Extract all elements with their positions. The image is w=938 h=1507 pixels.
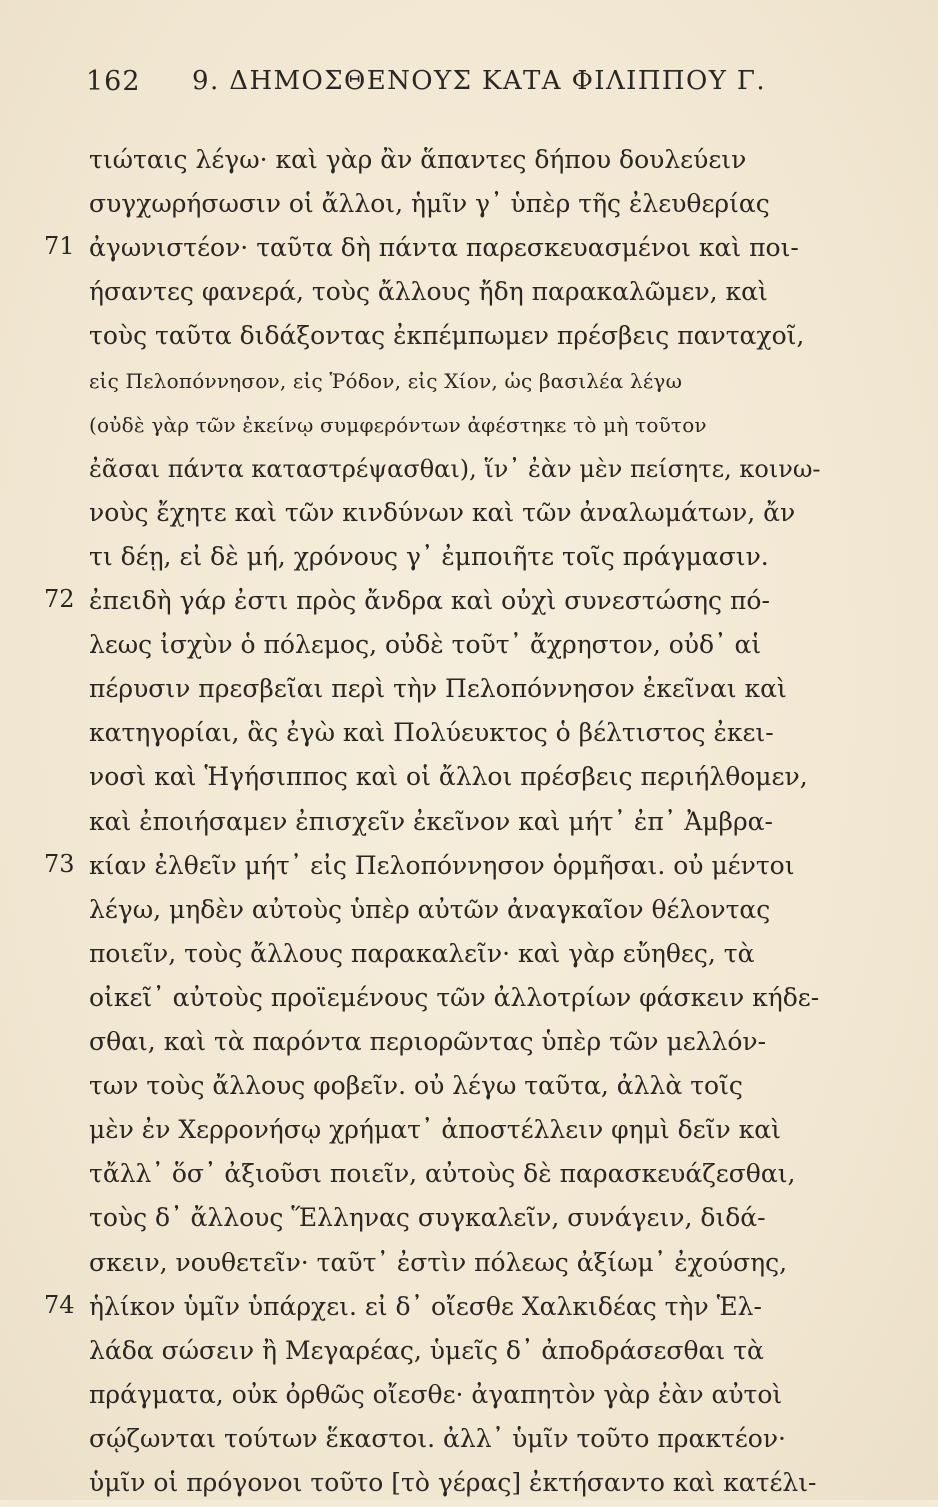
line-text: ἀγωνιστέον· ταῦτα δὴ πάντα παρεσκευασμένοι καὶ ποι- [89, 233, 799, 263]
page-header [86, 62, 846, 102]
text-line [0, 1154, 938, 1198]
line-text: ποιεῖν, τοὺς ἄλλους παρακαλεῖν· καὶ γὰρ εὔηθες, τὰ [89, 938, 755, 968]
text-line [0, 625, 938, 669]
line-text: συγχωρήσωσιν οἱ ἄλλοι, ἡμῖν γ᾽ ὑπὲρ τῆς ἐλευθερίας [89, 189, 770, 219]
text-line [0, 846, 938, 890]
text-line [0, 316, 938, 360]
line-text: σκειν, νουθετεῖν· ταῦτ᾽ ἐστὶν πόλεως ἀξίωμ᾽ ἐχούσης, [89, 1247, 788, 1277]
text-line [0, 1463, 938, 1507]
line-text: των τοὺς ἄλλους φοβεῖν. οὐ λέγω ταῦτα, ἀλλὰ τοῖς [89, 1071, 743, 1101]
line-text: τιώταις λέγω· καὶ γὰρ ἂν ἅπαντες δήπου δουλεύειν [89, 145, 747, 174]
line-text: καὶ ἐποιήσαμεν ἐπισχεῖν ἐκεῖνον καὶ μήτ᾽ ἐπ᾽ Ἀμβρα- [89, 806, 774, 836]
line-text: (οὐδὲ γὰρ τῶν ἐκείνῳ συμφερόντων ἀφέστηκε τὸ μὴ τοῦτον [89, 412, 707, 437]
text-line [0, 1110, 938, 1154]
text-line [0, 228, 938, 272]
text-line [0, 581, 938, 625]
page-number: 162 [86, 66, 141, 97]
text-line [0, 272, 938, 316]
text-line [0, 1198, 938, 1242]
section-number: 74 [44, 1290, 75, 1319]
text-line [0, 1022, 938, 1066]
text-line [0, 978, 938, 1022]
text-line [0, 1066, 938, 1110]
text-line [0, 184, 938, 228]
line-text: λέγω, μηδὲν αὐτοὺς ὑπὲρ αὐτῶν ἀναγκαῖον θέλοντας [89, 894, 771, 924]
line-text: πράγματα, οὐκ ὀρθῶς οἴεσθε· ἀγαπητὸν γὰρ ἐὰν αὐτοὶ [89, 1379, 783, 1409]
line-text: τἄλλ᾽ ὅσ᾽ ἀξιοῦσι ποιεῖν, αὐτοὺς δὲ παρασκευάζεσθαι, [89, 1159, 796, 1189]
line-text: νοσὶ καὶ Ἡγήσιππος καὶ οἱ ἄλλοι πρέσβεις περιήλθομεν, [89, 762, 808, 792]
text-line [0, 1419, 938, 1463]
line-text: ἐπειδὴ γάρ ἐστι πρὸς ἄνδρα καὶ οὐχὶ συνεστώσης πό- [89, 586, 770, 615]
line-text: τοὺς δ᾽ ἄλλους Ἕλληνας συγκαλεῖν, συνάγειν, διδά- [89, 1203, 766, 1233]
running-title: 9. ΔΗΜΟΣΘΕΝΟΥΣ ΚΑΤΑ ΦΙΛΙΠΠΟΥ Γ. [192, 66, 767, 96]
line-text: νοὺς ἔχητε καὶ τῶν κινδύνων καὶ τῶν ἀναλωμάτων, ἄν [89, 497, 796, 527]
line-text: λάδα σώσειν ἢ Μεγαρέας, ὑμεῖς δ᾽ ἀποδράσεσθαι τὰ [89, 1335, 764, 1365]
line-text: κατηγορίαι, ἃς ἐγὼ καὶ Πολύευκτος ὁ βέλτιστος ἐκει- [89, 718, 774, 748]
text-line [0, 802, 938, 846]
text-line [0, 1243, 938, 1287]
line-text: σθαι, καὶ τὰ παρόντα περιορῶντας ὑπὲρ τῶν μελλόν- [89, 1027, 767, 1056]
text-line [0, 405, 938, 449]
text-line [0, 757, 938, 801]
section-number: 73 [44, 849, 75, 878]
text-line [0, 449, 938, 493]
text-line [0, 669, 938, 713]
line-text: οἰκεῖ᾽ αὐτοὺς προϊεμένους τῶν ἀλλοτρίων φάσκειν κήδε- [89, 982, 820, 1012]
text-line [0, 537, 938, 581]
line-text: ήσαντες φανερά, τοὺς ἄλλους ἤδη παρακαλῶμεν, καὶ [89, 277, 768, 307]
line-text: εἰς Πελοπόννησον, εἰς Ῥόδον, εἰς Χίον, ὡς βασιλέα λέγω [89, 368, 683, 393]
line-text: λεως ἰσχὺν ὁ πόλεμος, οὐδὲ τοῦτ᾽ ἄχρηστον, οὐδ᾽ αἱ [89, 630, 762, 660]
text-line [0, 361, 938, 405]
line-text: σῴζωνται τούτων ἕκαστοι. ἀλλ᾽ ὑμῖν τοῦτο πρακτέον· [89, 1423, 786, 1453]
section-number: 72 [44, 585, 75, 613]
line-text: πέρυσιν πρεσβεῖαι περὶ τὴν Πελοπόννησον ἐκεῖναι καὶ [89, 674, 787, 704]
line-text: ἡλίκον ὑμῖν ὑπάρχει. εἰ δ᾽ οἴεσθε Χαλκιδέας τὴν Ἑλ- [89, 1291, 762, 1321]
line-text: τι δέῃ, εἰ δὲ μή, χρόνους γ᾽ ἐμποιῆτε τοῖς πράγμασιν. [89, 541, 769, 571]
text-line [0, 890, 938, 934]
text-line [0, 1331, 938, 1375]
line-text: ἐᾶσαι πάντα καταστρέψασθαι), ἵν᾽ ἐὰν μὲν πείσητε, κοινω- [89, 454, 821, 483]
text-line [0, 1375, 938, 1419]
line-text: τοὺς ταῦτα διδάξοντας ἐκπέμπωμεν πρέσβεις πανταχοῖ, [89, 321, 805, 351]
text-line [0, 493, 938, 537]
line-text: μὲν ἐν Χερρονήσῳ χρήματ᾽ ἀποστέλλειν φημὶ δεῖν καὶ [89, 1115, 781, 1145]
section-number: 71 [44, 232, 75, 261]
line-text: κίαν ἐλθεῖν μήτ᾽ εἰς Πελοπόννησον ὁρμῆσαι. οὐ μέντοι [89, 850, 795, 880]
text-line [0, 140, 938, 184]
text-line [0, 934, 938, 978]
text-line [0, 713, 938, 757]
text-line [0, 1287, 938, 1331]
line-text: ὑμῖν οἱ πρόγονοι τοῦτο [τὸ γέρας] ἐκτήσαντο καὶ κατέλι- [89, 1468, 817, 1497]
